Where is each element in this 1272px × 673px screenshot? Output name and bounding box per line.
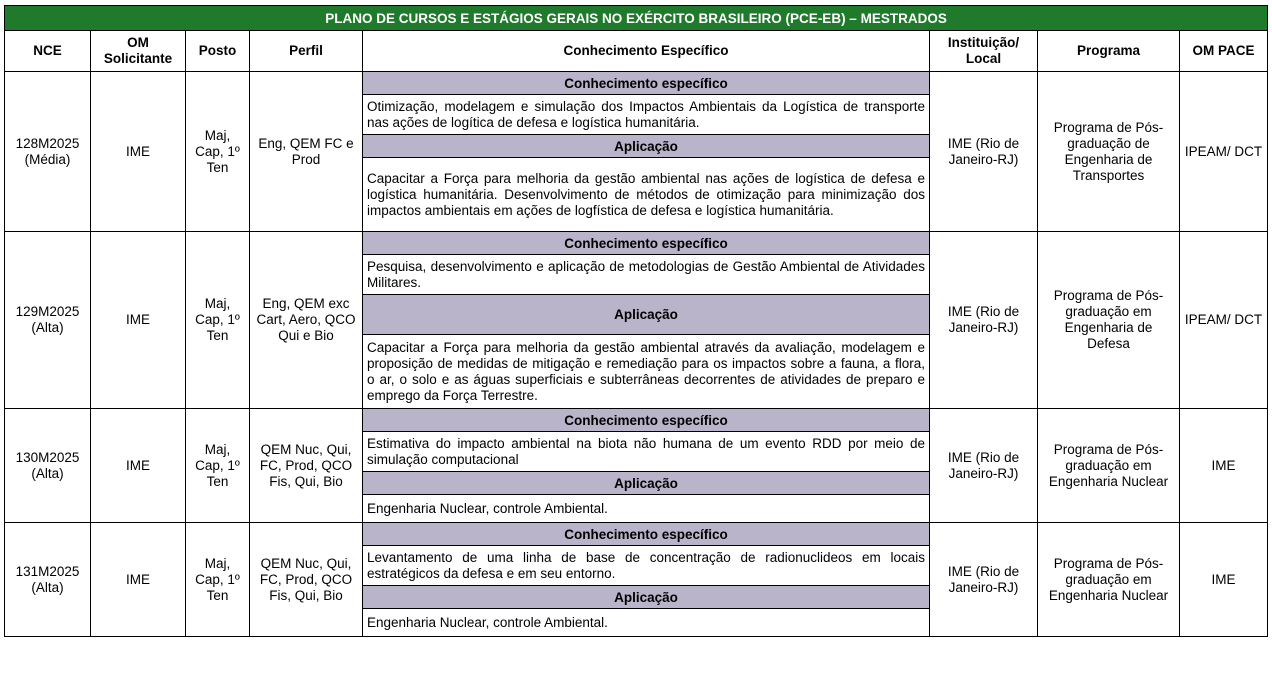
aplicacao-label: Aplicação — [363, 472, 930, 495]
conhecimento-label: Conhecimento específico — [363, 72, 930, 95]
table-row — [5, 232, 1268, 255]
header-row — [5, 31, 1268, 72]
om-solicitante-cell: IME — [91, 523, 186, 637]
aplicacao-text: Capacitar a Força para melhoria da gestão ambiental através da avaliação, modelagem e proposição de medidas de mitigação e remediação para os impactos sobre a fauna, a flora, o ar, o solo e as águas superficiais e subterrâneas decorrentes de atividades de preparo e emprego da Força Terrestre. — [363, 335, 930, 409]
header-om-solicitante: OM Solicitante — [91, 31, 186, 72]
posto-cell: Maj, Cap, 1º Ten — [186, 72, 250, 232]
header-perfil: Perfil — [250, 31, 363, 72]
table-row — [5, 72, 1268, 95]
aplicacao-label: Aplicação — [363, 295, 930, 335]
instituicao-cell: IME (Rio de Janeiro-RJ) — [930, 523, 1038, 637]
aplicacao-text: Capacitar a Força para melhoria da gestão ambiental nas ações de logística de defesa e logística humanitária. Desenvolvimento de métodos de otimização para minimização dos impactos ambientais em ações de logfística de defesa e logística humanitária. — [363, 158, 930, 232]
conhecimento-text: Estimativa do impacto ambiental na biota não humana de um evento RDD por meio de simulação computacional — [363, 432, 930, 472]
conhecimento-text: Pesquisa, desenvolvimento e aplicação de metodologias de Gestão Ambiental de Atividades Militares. — [363, 255, 930, 295]
aplicacao-text: Engenharia Nuclear, controle Ambiental. — [363, 495, 930, 523]
posto-cell: Maj, Cap, 1º Ten — [186, 523, 250, 637]
courses-table — [4, 5, 1268, 637]
header-programa: Programa — [1038, 31, 1180, 72]
conhecimento-text: Levantamento de uma linha de base de concentração de radionuclideos em locais estratégicos da defesa e em seu entorno. — [363, 546, 930, 586]
posto-cell: Maj, Cap, 1º Ten — [186, 232, 250, 409]
om-pace-cell: IME — [1180, 409, 1268, 523]
table-row — [5, 409, 1268, 432]
header-om-pace: OM PACE — [1180, 31, 1268, 72]
aplicacao-label: Aplicação — [363, 135, 930, 158]
header-nce: NCE — [5, 31, 91, 72]
om-solicitante-cell: IME — [91, 232, 186, 409]
instituicao-cell: IME (Rio de Janeiro-RJ) — [930, 409, 1038, 523]
aplicacao-label: Aplicação — [363, 586, 930, 609]
instituicao-cell: IME (Rio de Janeiro-RJ) — [930, 72, 1038, 232]
programa-cell: Programa de Pós-graduação em Engenharia Nuclear — [1038, 409, 1180, 523]
header-conhecimento: Conhecimento Específico — [363, 31, 930, 72]
om-pace-cell: IME — [1180, 523, 1268, 637]
posto-cell: Maj, Cap, 1º Ten — [186, 409, 250, 523]
programa-cell: Programa de Pós-graduação de Engenharia de Transportes — [1038, 72, 1180, 232]
conhecimento-text: Otimização, modelagem e simulação dos Impactos Ambientais da Logística de transporte nas ações de logítica de defesa e logística humanitária. — [363, 95, 930, 135]
header-instituicao: Instituição/ Local — [930, 31, 1038, 72]
instituicao-cell: IME (Rio de Janeiro-RJ) — [930, 232, 1038, 409]
conhecimento-label: Conhecimento específico — [363, 232, 930, 255]
programa-cell: Programa de Pós-graduação em Engenharia de Defesa — [1038, 232, 1180, 409]
nce-cell: 130M2025 (Alta) — [5, 409, 91, 523]
header-posto: Posto — [186, 31, 250, 72]
nce-cell: 131M2025 (Alta) — [5, 523, 91, 637]
perfil-cell: Eng, QEM FC e Prod — [250, 72, 363, 232]
table-title: PLANO DE CURSOS E ESTÁGIOS GERAIS NO EXÉRCITO BRASILEIRO (PCE-EB) – MESTRADOS — [5, 6, 1268, 31]
nce-cell: 129M2025 (Alta) — [5, 232, 91, 409]
nce-cell: 128M2025 (Média) — [5, 72, 91, 232]
aplicacao-text: Engenharia Nuclear, controle Ambiental. — [363, 609, 930, 637]
perfil-cell: Eng, QEM exc Cart, Aero, QCO Qui e Bio — [250, 232, 363, 409]
perfil-cell: QEM Nuc, Qui, FC, Prod, QCO Fis, Qui, Bio — [250, 409, 363, 523]
programa-cell: Programa de Pós-graduação em Engenharia Nuclear — [1038, 523, 1180, 637]
om-pace-cell: IPEAM/ DCT — [1180, 72, 1268, 232]
conhecimento-label: Conhecimento específico — [363, 409, 930, 432]
table-row — [5, 523, 1268, 546]
conhecimento-label: Conhecimento específico — [363, 523, 930, 546]
om-pace-cell: IPEAM/ DCT — [1180, 232, 1268, 409]
om-solicitante-cell: IME — [91, 72, 186, 232]
perfil-cell: QEM Nuc, Qui, FC, Prod, QCO Fis, Qui, Bio — [250, 523, 363, 637]
om-solicitante-cell: IME — [91, 409, 186, 523]
